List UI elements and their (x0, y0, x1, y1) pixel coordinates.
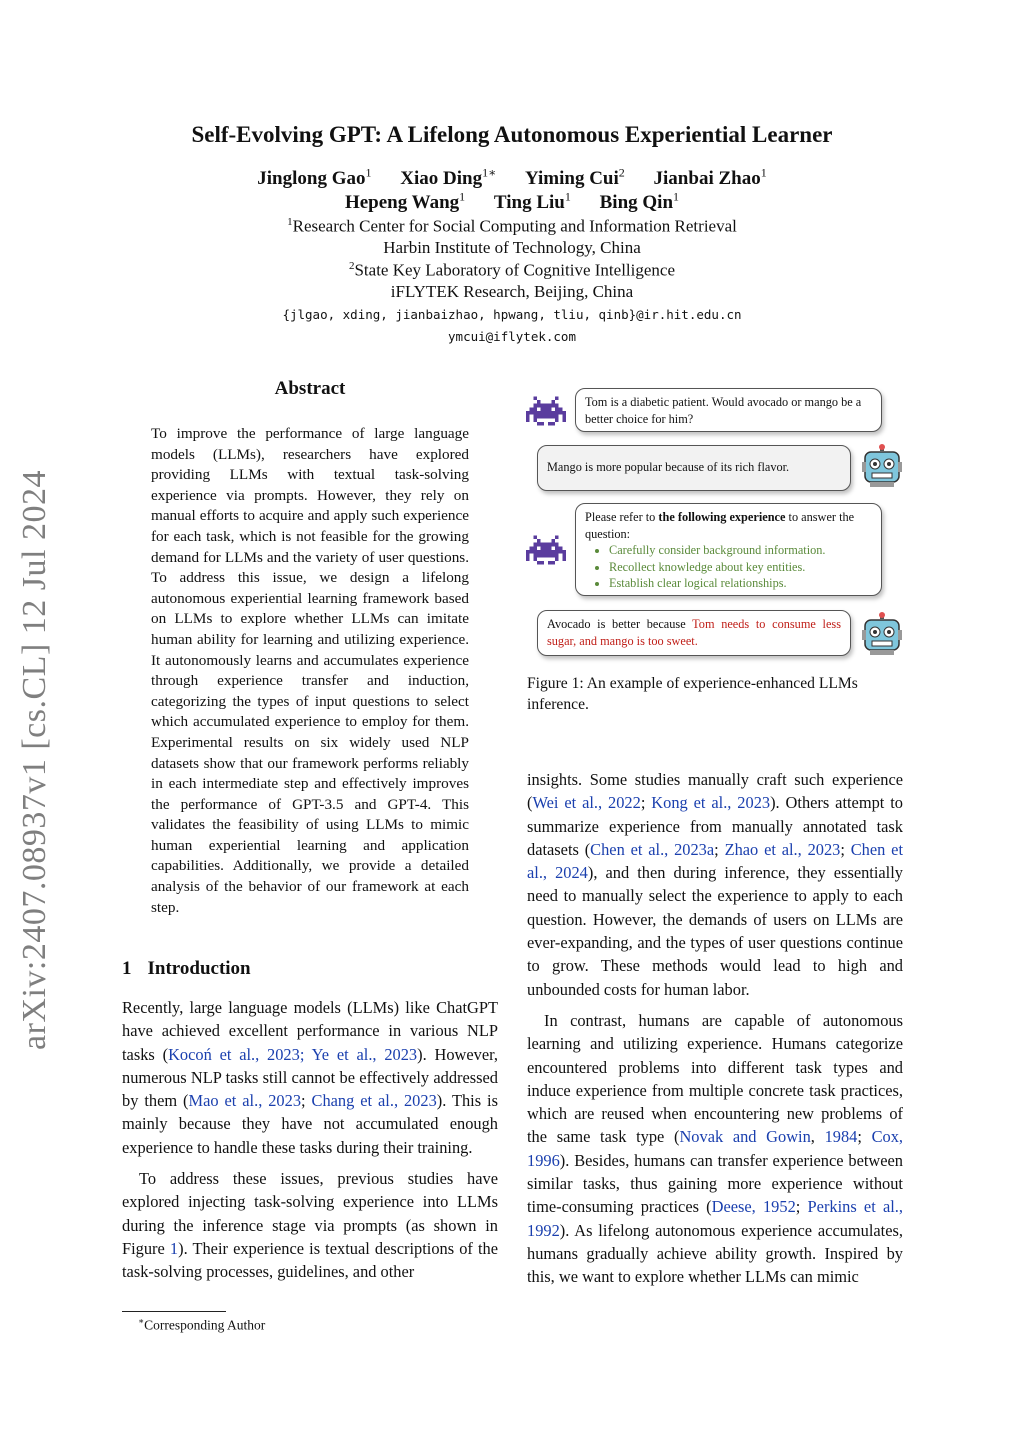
citation-link[interactable]: Perkins et al., 1992 (527, 1197, 903, 1240)
citation-link[interactable]: Deese, 1952 (711, 1197, 796, 1217)
author: Xiao Ding$^{1∗}$ (400, 166, 497, 190)
citation-link[interactable]: Kocoń et al., 2023; Ye et al., 2023 (168, 1044, 418, 1064)
citation-link[interactable]: Cox, 1996 (527, 1127, 903, 1170)
email: {jlgao, xding, jianbaizhao, hpwang, tliu, qinb}@ir.hit.edu.cn (282, 307, 742, 322)
paragraph: In contrast, humans are capable of autonomous learning and utilizing experience. Humans categorize encountered problems into different task types and induce experience from multiple concrete task practices, which are reused when encountering new problems of the same task type (Novak and Gowin, 1984; Cox, 1996). Besides, humans can transfer experience between similar tasks, thus gaining more experience without time-consuming practices (Deese, 1952; Perkins et al., 1992). As lifelong autonomous experience accumulates, humans gradually achieve ability growth. Inspired by this, we want to explore whether LLMs can mimic (527, 1010, 903, 1287)
citation-link[interactable]: Chen et al., 2024 (527, 839, 904, 883)
list-item: • Carefully consider background information. (609, 542, 872, 559)
author: Jianbai Zhao$^1$ (653, 166, 767, 190)
abstract-text: To improve the performance of large language models (LLMs), researchers have explored providing LLMs with textual task-solving experience via prompts. However, they rely on manual efforts to acquire and apply such experience for each task, which is not feasible for the growing demand for LLMs and the variety of user questions. To address this issue, we design a lifelong autonomous experiential learning framework based on LLMs to explore whether LLMs can imitate human ability for learning and utilizing experience. It autonomously learns and accumulates experience through experience transfer and induction, categorizing the types of input questions to select which accumulated experience to employ for them. Experimental results on six widely used NLP datasets show that our framework performs reliably in each intermediate step and effectively improves the performance of GPT-3.5 and GPT-4. This validates the feasibility of using LLMs to mimic human experiential learning and application capabilities. Additionally, we provide a detailed analysis of the behavior of our framework at each step. (151, 425, 469, 916)
citation-link[interactable]: Novak and Gowin (679, 1127, 811, 1147)
robot-icon (862, 612, 902, 661)
citation-link[interactable]: Chen et al., 2023a (590, 839, 715, 859)
author: Hepeng Wang$^1$ (344, 190, 466, 214)
author: Jinglong Gao$^1$ (257, 166, 372, 190)
citation-link[interactable]: Wei et al., 2022 (532, 793, 641, 813)
paper-title: Self-Evolving GPT: A Lifelong Autonomous Experiential Learner (191, 122, 833, 147)
section-heading: 1 Introduction (122, 958, 251, 979)
paragraph: insights. Some studies manually craft such experience (Wei et al., 2022; Kong et al., 2023). Others attempt to summarize experience from manually annotated task datasets (Chen et al., 2023a; Zhao et al., 2023; Chen et al., 2024), and then during inference, they essentially need to manually select the experience to apply to each question. However, the demands of users on LLMs are ever-expanding, and the types of user questions continue to grow. These methods would lead to high and unbounded costs for human labor. (527, 770, 904, 999)
citation-link[interactable]: Chang et al., 2023 (311, 1091, 437, 1111)
user-question-bubble: Tom is a diabetic patient. Would avocado or mango be a better choice for him? (575, 388, 882, 432)
figure-ref-link[interactable]: 1 (169, 1238, 179, 1258)
affiliation: $^2$State Key Laboratory of Cognitive Intelligence (348, 260, 676, 280)
author: Bing Qin$^1$ (599, 190, 680, 214)
citation-link[interactable]: Mao et al., 2023 (188, 1091, 302, 1111)
robot-answer-bubble: Avocado is better because Tom needs to consume less sugar, and mango is too sweet. (537, 610, 851, 656)
abstract-heading: Abstract (274, 378, 346, 399)
affiliation: iFLYTEK Research, Beijing, China (390, 282, 634, 301)
affiliation: Harbin Institute of Technology, China (383, 238, 641, 257)
paragraph: To address these issues, previous studies have explored injecting task-solving experience into LLMs during the inference stage via prompts (as shown in Figure 1). Their experience is textual descriptions of the task-solving processes, guidelines, and other (122, 1169, 498, 1282)
space-invader-icon (526, 394, 566, 433)
intro-right-column (527, 768, 903, 1289)
robot-answer-bubble: Mango is more popular because of its rich flavor. (537, 445, 851, 491)
list-item: • Establish clear logical relationships. (609, 575, 872, 592)
citation-link[interactable]: 1984 (824, 1127, 858, 1147)
list-item: • Recollect knowledge about key entities. (609, 559, 872, 576)
experience-list (585, 542, 872, 592)
email: ymcui@iflytek.com (448, 329, 576, 344)
affiliation: $^1$Research Center for Social Computing and Information Retrieval (287, 216, 737, 236)
paragraph: Recently, large language models (LLMs) like ChatGPT have achieved excellent performance in various NLP tasks (Kocoń et al., 2023; Ye et al., 2023). However, numerous NLP tasks still cannot be effectively addressed by them (Mao et al., 2023; Chang et al., 2023). This is mainly because they have not accumulated enough experience to handle these tasks during their training. (122, 998, 499, 1157)
footnote-rule (122, 1311, 226, 1312)
author: Yiming Cui$^2$ (524, 166, 625, 190)
footnote: ∗Corresponding Author (138, 1316, 266, 1333)
author: Ting Liu$^1$ (493, 190, 571, 214)
figure-caption: Figure 1: An example of experience-enhanced LLMs inference. (527, 675, 858, 713)
robot-icon (862, 444, 902, 493)
arxiv-stamp: arXiv:2407.08937v1 [cs.CL] 12 Jul 2024 (16, 470, 53, 1050)
citation-link[interactable]: Kong et al., 2023 (651, 793, 771, 813)
figure-1 (522, 382, 910, 672)
space-invader-icon (526, 533, 566, 572)
author-line-1 (0, 166, 1024, 190)
experience-prompt-bubble: Please refer to the following experience to answer the question: • Carefully consider background information. • Recollect knowledge about key entities. • Establish clear logical relationships. (575, 503, 882, 596)
citation-link[interactable]: Zhao et al., 2023 (724, 839, 841, 859)
author-line-2 (0, 190, 1024, 214)
intro-left-column (122, 996, 498, 1284)
